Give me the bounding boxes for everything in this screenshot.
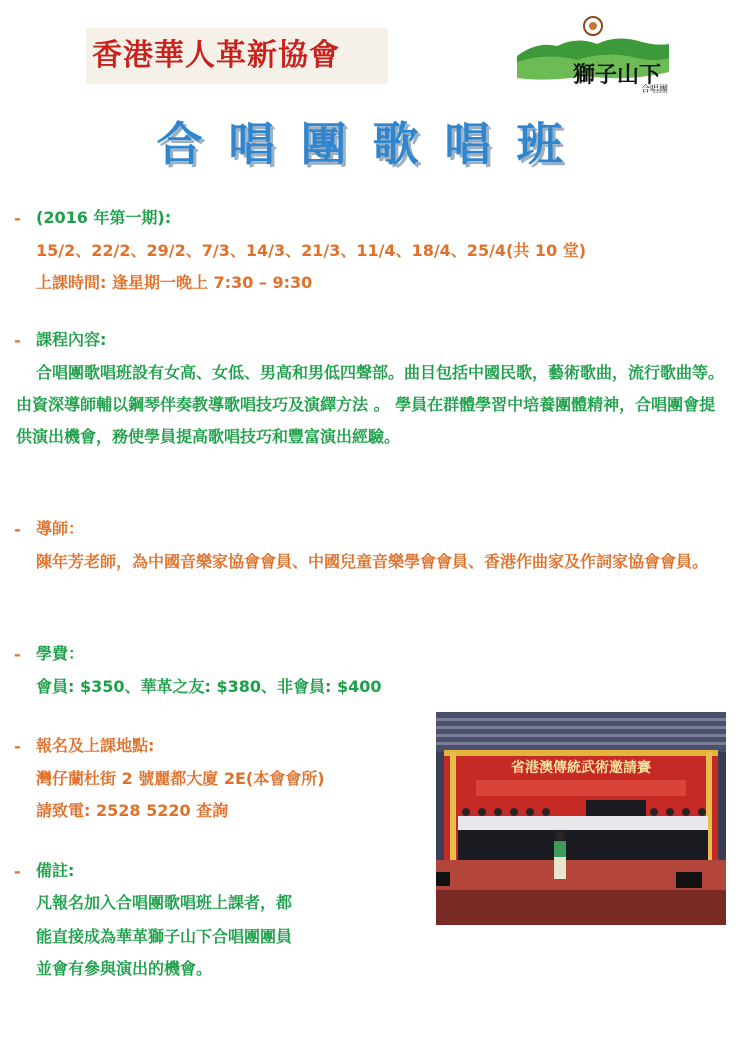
venue-heading: 報名及上課地點: (36, 736, 155, 755)
remarks-line: 凡報名加入合唱團歌唱班上課者，都 (36, 893, 293, 912)
content-heading: 課程內容: (36, 330, 107, 349)
term-time: 上課時間: 逢星期一晚上 7:30 – 9:30 (36, 273, 313, 292)
choir-performance-image (436, 712, 726, 925)
bullet: - (14, 862, 21, 881)
term-heading: (2016 年第一期): (36, 208, 172, 227)
fee-body: 會員: $350、華革之友: $380、非會員: $400 (36, 677, 382, 696)
org-name: 香港華人革新協會 (92, 38, 340, 73)
fee-heading: 學費： (36, 644, 85, 663)
choir-photo (436, 712, 726, 925)
banner-text: 省港澳傳統武術邀請賽 (511, 760, 651, 776)
instructor-heading: 導師： (36, 519, 85, 538)
remarks-line: 能直接成為華革獅子山下合唱團團員 (36, 927, 293, 946)
page-title: 合唱團歌唱班 (156, 117, 589, 171)
choir-logo-sub: 合唱團 (641, 85, 669, 95)
choir-logo (517, 16, 669, 94)
content-body: 合唱團歌唱班設有女高、女低、男高和男低四聲部。曲目包括中國民歌，藝術歌曲，流行歌曲等。由資深導師輔以鋼琴伴奏教導歌唱技巧及演繹方法 。 學員在群體學習中培養團體精神，合唱團會提供演出機會，務使學員提高歌唱技巧和豐富演出經驗。 (16, 363, 725, 446)
instructor-body: 陳年芳老師，為中國音樂家協會會員、中國兒童音樂學會會員、香港作曲家及作詞家協會會員。 (36, 552, 709, 571)
bullet: - (14, 209, 21, 228)
org-logo (86, 28, 388, 84)
venue-address: 灣仔蘭杜街 2 號麗都大廈 2E(本會會所) (36, 769, 325, 788)
term-dates: 15/2、22/2、29/2、7/3、14/3、21/3、11/4、18/4、25/4(共 10 堂) (36, 241, 587, 260)
bullet: - (14, 737, 21, 756)
remarks-line: 並會有參與演出的機會。 (36, 959, 213, 978)
remarks-heading: 備註: (36, 861, 75, 880)
venue-phone: 請致電: 2528 5220 查詢 (36, 801, 229, 820)
choir-logo-text: 獅子山下 (573, 62, 662, 88)
bullet: - (14, 645, 21, 664)
bullet: - (14, 331, 21, 350)
bullet: - (14, 520, 21, 539)
